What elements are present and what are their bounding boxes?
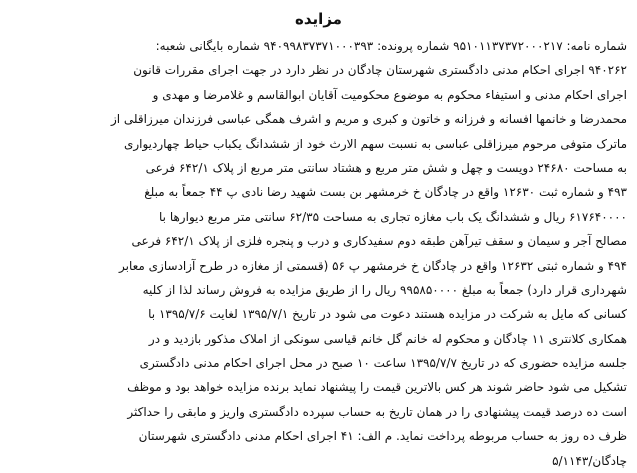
text-line: اجرای احکام مدنی و استیفاء محکوم به موضوع محکومیت آقایان ابوالقاسم و غلامرضا و مهدی و — [152, 87, 627, 102]
text-line: ظرف ده روز به حساب مربوطه پرداخت نماید. م الف: ۴۱ اجرای احکام مدنی دادگستری شهرستان — [138, 429, 627, 444]
text-line: کسانی که مایل به شرکت در مزایده هستند دعوت می شود در تاریخ ۱۳۹۵/۷/۱ لغایت ۱۳۹۵/۷/۶ با — [148, 307, 627, 322]
text-line: چادگان/۵/۱۱۴۳ — [552, 453, 627, 468]
text-line: جلسه مزایده حضوری که در تاریخ ۱۳۹۵/۷/۷ ساعت ۱۰ صبح در محل اجرای احکام مدنی دادگستری — [139, 356, 627, 371]
text-line: مصالح آجر و سیمان و سقف تیرآهن طبقه دوم سفیدکاری و درب و پنجره فلزی از پلاک ۶۴۲/۱ فرعی — [131, 234, 627, 249]
notice-title: مزایده — [295, 10, 342, 28]
text-line: تشکیل می شود حاضر شوند هر کس بالاترین قیمت را پیشنهاد نماید برنده مزایده خواهد بود و موظف — [127, 380, 627, 395]
text-line: محمدرضا و خانمها افسانه و فرزانه و خاتون و کبری و مریم و اشرف همگی عباسی فرزندان میرزاقلی از — [110, 112, 627, 127]
text-line: ۹۴۰۲۶۲ اجرای احکام مدنی دادگستری شهرستان چادگان در نظر دارد در جهت اجرای مقررات قانون — [133, 63, 627, 78]
text-line: ۴۹۴ و شماره ثبتی ۱۲۶۳۲ واقع در چادگان خ خرمشهر پ ۵۶ (قسمتی از مغازه در طرح آزادسازی معابر — [119, 258, 627, 273]
text-line: همکاری کلانتری ۱۱ چادگان و محکوم له خانم گل خانم قیاسی سونکی از املاک مذکور بازدید و در — [148, 331, 627, 346]
text-line: ۶۱۷۶۴۰۰۰۰ ریال و ششدانگ یک باب مغازه تجاری به مساحت ۶۲/۳۵ سانتی متر مربع دیوارها با — [159, 209, 627, 224]
notice-body — [10, 34, 627, 473]
text-line: است ده درصد قیمت پیشنهادی را در همان تاریخ به حساب سپرده دادگستری واریز و مابقی را حداکثر — [127, 404, 627, 419]
text-line: به مساحت ۲۴۶۸۰ دویست و چهل و شش متر مربع و هشتاد سانتی متر مربع از پلاک ۶۴۲/۱ فرعی — [145, 160, 627, 175]
text-line: شماره نامه: ۹۵۱۰۱۱۳۷۳۷۲۰۰۰۲۱۷ شماره پرونده: ۹۴۰۹۹۸۳۷۳۷۱۰۰۰۳۹۳ شماره بایگانی شعبه: — [155, 39, 627, 53]
text-line: ۴۹۳ و شماره ثبت ۱۲۶۳۰ واقع در چادگان خ خرمشهر بن بست شهید رضا نادی پ ۴۴ جمعاً به مبلغ — [144, 185, 627, 200]
text-line: شهرداری قرار دارد) جمعاً به مبلغ ۹۹۵۸۵۰۰۰۰ ریال را از طریق مزایده به فروش رساند لذا از کلیه — [142, 282, 627, 297]
text-line: ماترک متوفی مرحوم میرزاقلی عباسی به نسبت سهم الارث خود از ششدانگ یکباب حیاط چهاردیواری — [123, 136, 627, 151]
